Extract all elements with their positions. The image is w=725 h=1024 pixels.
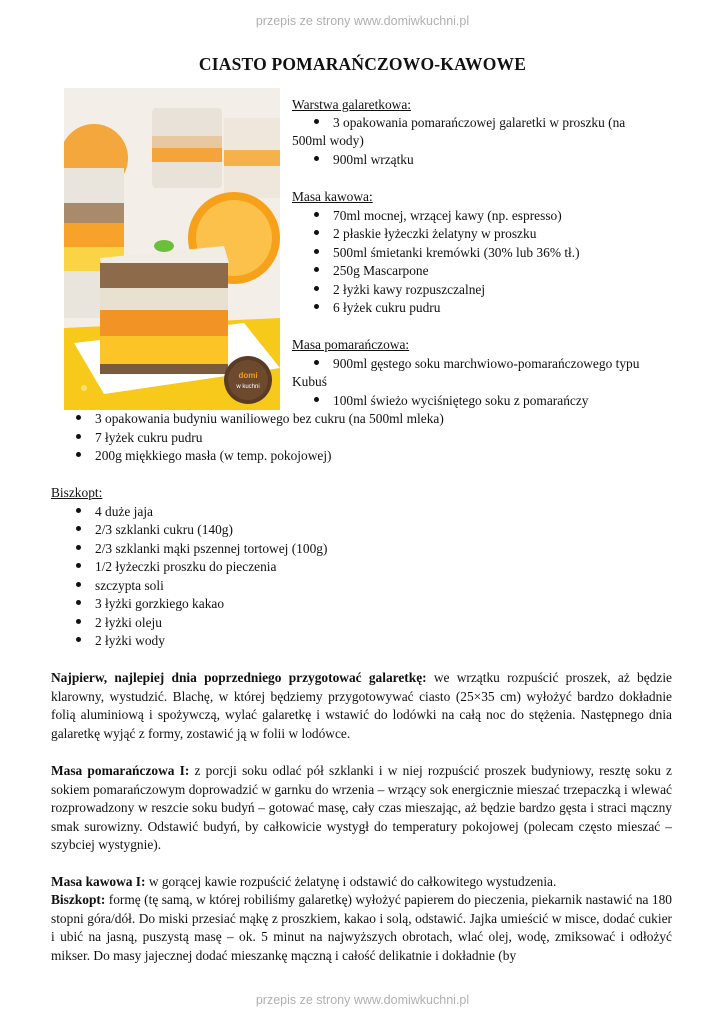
bullet: [314, 286, 319, 291]
list-item: 2/3 szklanki cukru (140g): [95, 522, 233, 537]
list-item: 4 duże jaja: [95, 504, 153, 519]
recipe-title: CIASTO POMARAŃCZOWO-KAWOWE: [198, 54, 527, 74]
instruction-paragraph: [51, 873, 672, 892]
bullet: [76, 545, 81, 550]
bullet: [314, 360, 319, 365]
list-item: 500ml wody): [292, 133, 364, 148]
bullet: [314, 119, 319, 124]
list-item: 900ml gęstego soku marchwiowo-pomarańczowego typu: [333, 356, 640, 371]
bullet: [76, 415, 81, 420]
list-item: 1/2 łyżeczki proszku do pieczenia: [95, 559, 277, 574]
bullet: [314, 267, 319, 272]
bullet: [314, 230, 319, 235]
instruction-lead: Masa pomarańczowa I:: [51, 763, 190, 778]
bullet: [314, 304, 319, 309]
instruction-lead: Biszkopt:: [51, 892, 106, 907]
instruction-paragraph: [51, 891, 672, 965]
list-item: 500ml śmietanki kremówki (30% lub 36% tł.): [333, 245, 580, 260]
list-item: 200g miękkiego masła (w temp. pokojowej): [95, 448, 332, 463]
biszkopt-heading: Biszkopt:: [51, 485, 103, 500]
instruction-lead: Masa kawowa I:: [51, 874, 146, 889]
svg-text:w kuchni: w kuchni: [236, 384, 260, 390]
list-item: 2 płaskie łyżeczki żelatyny w proszku: [333, 226, 537, 241]
instruction-text: formę (tę samą, w której robiliśmy galaretkę) wyłożyć papierem do pieczenia, piekarnik nastawić na 180 stopni góra/dół. Do miski przesiać mąkę z proszkiem, kakao i solą, odstawić. Jajka umieścić w misce, dodać cukier i ubić na jasną, puszystą masę – ok. 5 minut na najwyższych obrotach, wlać olej, wodę, zmiksować i odłożyć mikser. Do masy jajecznej dodać mieszankę mączną i całość delikatnie i dokładnie (by: [51, 892, 672, 963]
bullet: [76, 452, 81, 457]
bullet: [76, 637, 81, 642]
svg-text:domi: domi: [238, 371, 258, 380]
instruction-paragraph: [51, 669, 672, 743]
list-item: 2 łyżki wody: [95, 633, 165, 648]
instruction-text: w gorącej kawie rozpuścić żelatynę i odstawić do całkowitego wystudzenia.: [145, 874, 557, 889]
instruction-paragraph: [51, 762, 672, 855]
bullet: [76, 508, 81, 513]
list-item: 6 łyżek cukru pudru: [333, 300, 441, 315]
list-item: 3 opakowania budyniu waniliowego bez cukru (na 500ml mleka): [95, 411, 444, 426]
instruction-text: z porcji soku odlać pół szklanki i w niej rozpuścić proszek budyniowy, resztę soku z sokiem pomarańczowym doprowadzić w garnku do wrzenia – wrzący sok energicznie mieszać trzepaczką i wlewać rozprowadzony w reszcie soku budyń – gotować masę, cały czas mieszając, aż będzie bardzo gęsta i straci mączny smak surowizny. Odstawić budyń, by całkowicie wystygł do temperatury pokojowej (polecam często mieszać – szybciej wystygnie).: [51, 763, 672, 852]
bullet: [314, 397, 319, 402]
page-footer: przepis ze strony www.domiwkuchni.pl: [255, 993, 470, 1007]
domi-logo: [224, 356, 272, 404]
bullet: [76, 619, 81, 624]
cake-photo: [64, 88, 280, 410]
galaretka-heading: Warstwa galaretkowa:: [292, 97, 412, 112]
pomaranczowa-heading: Masa pomarańczowa:: [292, 337, 410, 352]
bullet: [314, 249, 319, 254]
list-item: 7 łyżek cukru pudru: [95, 430, 203, 445]
list-item: Kubuś: [292, 374, 327, 389]
bullet: [76, 600, 81, 605]
list-item: szczypta soli: [95, 578, 164, 593]
list-item: 250g Mascarpone: [333, 263, 429, 278]
list-item: 3 łyżki gorzkiego kakao: [95, 596, 225, 611]
kawowa-heading: Masa kawowa:: [292, 189, 373, 204]
bullet: [76, 563, 81, 568]
bullet: [76, 434, 81, 439]
bullet: [76, 582, 81, 587]
list-item: 100ml świeżo wyciśniętego soku z pomarańczy: [333, 393, 589, 408]
list-item: 2/3 szklanki mąki pszennej tortowej (100g): [95, 541, 328, 556]
bullet: [314, 156, 319, 161]
list-item: 2 łyżki oleju: [95, 615, 162, 630]
list-item: 3 opakowania pomarańczowej galaretki w proszku (na: [333, 115, 626, 130]
list-item: 2 łyżki kawy rozpuszczalnej: [333, 282, 486, 297]
bullet: [76, 526, 81, 531]
bullet: [314, 212, 319, 217]
instruction-lead: Najpierw, najlepiej dnia poprzedniego przygotować galaretkę:: [51, 670, 427, 685]
page-header: przepis ze strony www.domiwkuchni.pl: [255, 14, 470, 28]
instruction-text: we wrzątku rozpuścić proszek, aż będzie klarowny, wystudzić. Blachę, w której będziemy przygotowywać ciasto (25×35 cm) wyłożyć bardzo dokładnie folią aluminiową i spożywczą, wylać galaretkę i wstawić do lodówki na całą noc do stężenia. Następnego dnia galaretkę wyjąć z formy, zostawić ją w folii w lodówce.: [51, 670, 672, 741]
list-item: 70ml mocnej, wrzącej kawy (np. espresso): [333, 208, 562, 223]
list-item: 900ml wrzątku: [333, 152, 414, 167]
